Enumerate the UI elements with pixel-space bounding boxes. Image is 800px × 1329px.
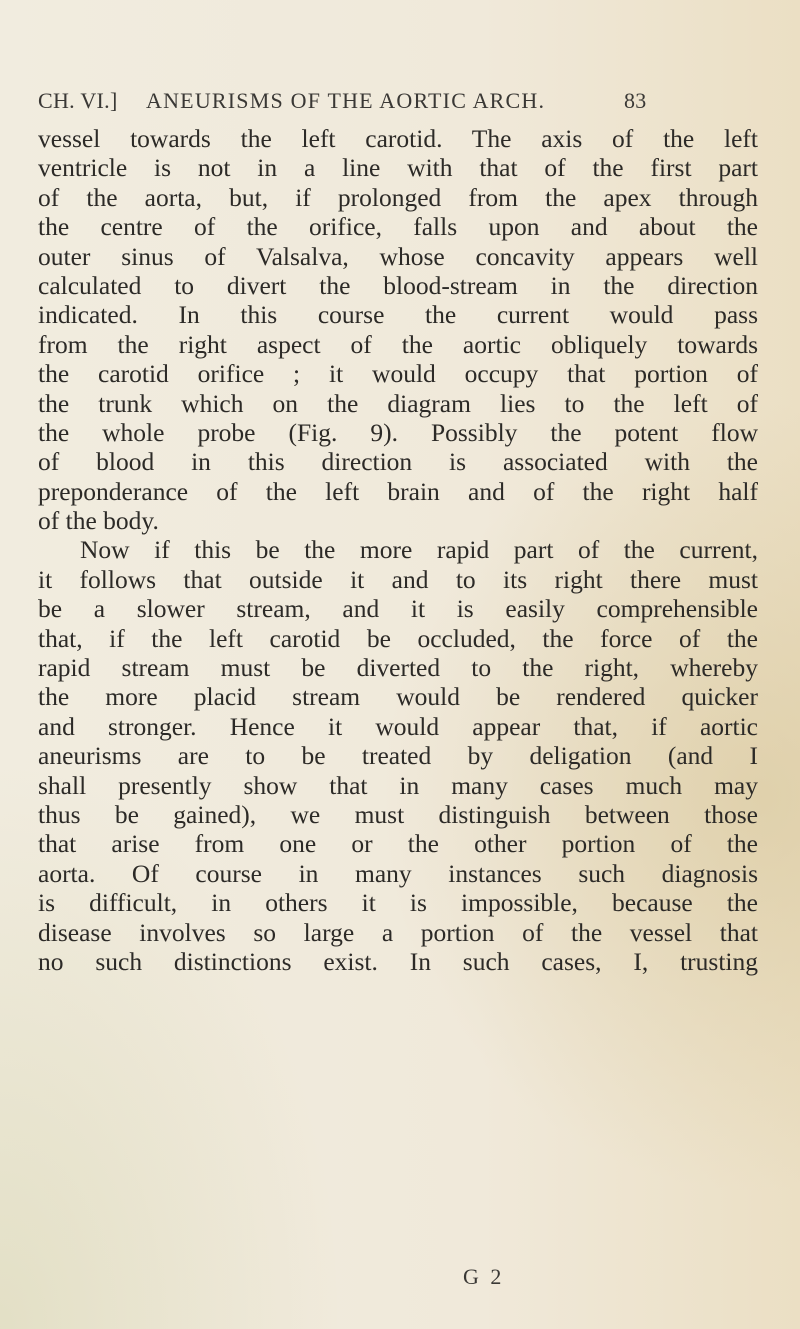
text-line: the more placid stream would be rendered quicker — [38, 682, 758, 712]
text-line: of the aorta, but, if prolonged from the apex through — [38, 182, 758, 212]
text-line: rapid stream must be diverted to the right, whereby — [38, 653, 758, 683]
text-line: the centre of the orifice, falls upon and about the — [38, 212, 758, 242]
paragraph-start-line: Now if this be the more rapid part of the current, — [80, 535, 758, 565]
text-line: that arise from one or the other portion of the — [38, 829, 758, 859]
text-line: from the right aspect of the aortic obliquely towards — [38, 329, 758, 359]
running-title: ANEURISMS OF THE AORTIC ARCH. — [146, 88, 546, 113]
text-line: and stronger. Hence it would appear that, if aortic — [38, 711, 758, 741]
text-line: it follows that outside it and to its right there must — [38, 564, 758, 594]
text-line: is difficult, in others it is impossible, because the — [38, 888, 758, 918]
text-line: be a slower stream, and it is easily comprehensible — [38, 594, 758, 624]
running-header — [38, 88, 738, 118]
text-line: calculated to divert the blood-stream in the direction — [38, 270, 758, 300]
text-line: that, if the left carotid be occluded, the force of the — [38, 623, 758, 653]
signature-mark: G 2 — [463, 1264, 505, 1289]
text-line: preponderance of the left brain and of the right half — [38, 476, 758, 506]
text-line: indicated. In this course the current would pass — [38, 300, 758, 330]
text-line: the trunk which on the diagram lies to the left of — [38, 388, 758, 418]
paragraph-end-line: of the body. — [38, 506, 159, 536]
text-line: of blood in this direction is associated with the — [38, 447, 758, 477]
page-number: 83 — [624, 88, 647, 113]
text-line: aneurisms are to be treated by deligation (and I — [38, 741, 758, 771]
text-line: the carotid orifice ; it would occupy that portion of — [38, 359, 758, 389]
text-line: ventricle is not in a line with that of the first part — [38, 153, 758, 183]
text-line: the whole probe (Fig. 9). Possibly the potent flow — [38, 417, 758, 447]
text-line: aorta. Of course in many instances such diagnosis — [38, 858, 758, 888]
text-line: disease involves so large a portion of the vessel that — [38, 917, 758, 947]
text-line: no such distinctions exist. In such cases, I, trusting — [38, 946, 758, 976]
text-line: thus be gained), we must distinguish between those — [38, 799, 758, 829]
body-text — [38, 124, 758, 976]
text-line: vessel towards the left carotid. The axis of the left — [38, 124, 758, 153]
text-line: outer sinus of Valsalva, whose concavity appears well — [38, 241, 758, 271]
text-line: shall presently show that in many cases much may — [38, 770, 758, 800]
chapter-label: CH. VI.] — [38, 88, 118, 113]
